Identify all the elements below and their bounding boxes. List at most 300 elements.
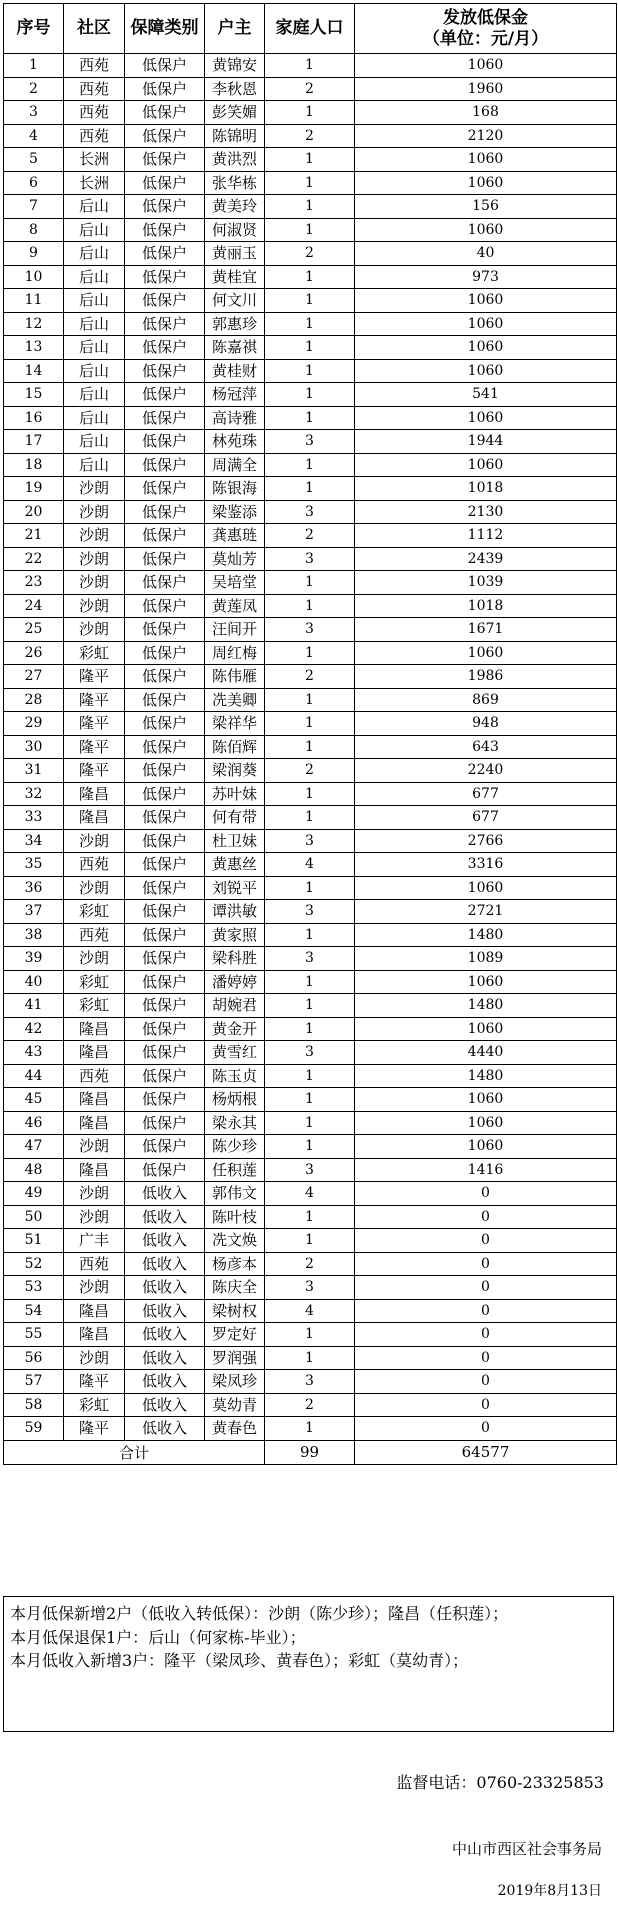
cell-index: 22 — [4, 547, 64, 571]
cell-index: 10 — [4, 265, 64, 289]
cell-community: 后山 — [64, 430, 125, 454]
cell-family-size: 1 — [265, 453, 355, 477]
cell-category: 低保户 — [125, 853, 205, 877]
cell-category: 低保户 — [125, 688, 205, 712]
cell-family-size: 3 — [265, 1276, 355, 1300]
cell-allowance: 1060 — [355, 312, 617, 336]
cell-community: 沙朗 — [64, 1182, 125, 1206]
cell-category: 低保户 — [125, 900, 205, 924]
cell-allowance: 2721 — [355, 900, 617, 924]
cell-allowance: 1060 — [355, 970, 617, 994]
table-row — [4, 359, 617, 383]
cell-householder: 汪间开 — [205, 618, 265, 642]
cell-index: 29 — [4, 712, 64, 736]
cell-allowance: 1960 — [355, 77, 617, 101]
cell-family-size: 2 — [265, 77, 355, 101]
cell-householder: 郭伟文 — [205, 1182, 265, 1206]
cell-community: 西苑 — [64, 923, 125, 947]
cell-allowance: 1039 — [355, 571, 617, 595]
table-row — [4, 618, 617, 642]
cell-allowance: 1060 — [355, 1088, 617, 1112]
cell-index: 16 — [4, 406, 64, 430]
cell-householder: 周红梅 — [205, 641, 265, 665]
cell-community: 隆昌 — [64, 1299, 125, 1323]
supervision-phone: 监督电话：0760-23325853 — [396, 1773, 604, 1792]
cell-community: 隆平 — [64, 759, 125, 783]
cell-community: 彩虹 — [64, 900, 125, 924]
cell-householder: 梁科胜 — [205, 947, 265, 971]
table-row — [4, 242, 617, 266]
table-row — [4, 1135, 617, 1159]
cell-allowance: 1060 — [355, 1135, 617, 1159]
cell-allowance: 2130 — [355, 500, 617, 524]
cell-category: 低保户 — [125, 1135, 205, 1159]
cell-category: 低保户 — [125, 312, 205, 336]
cell-family-size: 3 — [265, 947, 355, 971]
cell-allowance: 1060 — [355, 453, 617, 477]
cell-householder: 黄美玲 — [205, 195, 265, 219]
cell-community: 后山 — [64, 336, 125, 360]
table-row — [4, 430, 617, 454]
cell-family-size: 1 — [265, 148, 355, 172]
issue-date: 2019年8月13日 — [497, 1883, 602, 1899]
cell-family-size: 1 — [265, 359, 355, 383]
cell-householder: 高诗雅 — [205, 406, 265, 430]
cell-community: 隆昌 — [64, 1111, 125, 1135]
cell-householder: 杜卫妹 — [205, 829, 265, 853]
table-row — [4, 1111, 617, 1135]
cell-index: 49 — [4, 1182, 64, 1206]
cell-householder: 李秋恩 — [205, 77, 265, 101]
table-row — [4, 594, 617, 618]
cell-category: 低保户 — [125, 1041, 205, 1065]
cell-householder: 陈嘉祺 — [205, 336, 265, 360]
cell-community: 沙朗 — [64, 500, 125, 524]
cell-householder: 任积莲 — [205, 1158, 265, 1182]
cell-community: 沙朗 — [64, 1205, 125, 1229]
cell-category: 低保户 — [125, 923, 205, 947]
cell-allowance: 1060 — [355, 876, 617, 900]
cell-index: 21 — [4, 524, 64, 548]
cell-family-size: 2 — [265, 759, 355, 783]
cell-category: 低保户 — [125, 242, 205, 266]
cell-family-size: 3 — [265, 1041, 355, 1065]
cell-category: 低保户 — [125, 524, 205, 548]
cell-allowance: 2120 — [355, 124, 617, 148]
cell-community: 沙朗 — [64, 1346, 125, 1370]
table-row — [4, 77, 617, 101]
cell-householder: 梁凤珍 — [205, 1370, 265, 1394]
cell-householder: 梁永其 — [205, 1111, 265, 1135]
cell-category: 低收入 — [125, 1276, 205, 1300]
cell-allowance: 2439 — [355, 547, 617, 571]
cell-category: 低保户 — [125, 1017, 205, 1041]
cell-householder: 杨彦本 — [205, 1252, 265, 1276]
table-row — [4, 547, 617, 571]
table-row — [4, 54, 617, 78]
cell-householder: 陈银海 — [205, 477, 265, 501]
cell-index: 50 — [4, 1205, 64, 1229]
cell-community: 后山 — [64, 406, 125, 430]
cell-family-size: 1 — [265, 1017, 355, 1041]
cell-community: 沙朗 — [64, 477, 125, 501]
table-row — [4, 1417, 617, 1441]
table-row — [4, 1088, 617, 1112]
cell-index: 7 — [4, 195, 64, 219]
cell-community: 隆昌 — [64, 1017, 125, 1041]
cell-index: 3 — [4, 101, 64, 125]
cell-index: 32 — [4, 782, 64, 806]
cell-index: 8 — [4, 218, 64, 242]
cell-allowance: 677 — [355, 782, 617, 806]
table-row — [4, 1229, 617, 1253]
cell-allowance: 869 — [355, 688, 617, 712]
cell-allowance: 1060 — [355, 359, 617, 383]
table-row — [4, 994, 617, 1018]
cell-householder: 冼文焕 — [205, 1229, 265, 1253]
table-row — [4, 712, 617, 736]
header-allowance-line2: （单位：元/月） — [422, 28, 549, 49]
cell-community: 后山 — [64, 265, 125, 289]
cell-category: 低保户 — [125, 54, 205, 78]
cell-community: 隆昌 — [64, 1088, 125, 1112]
table-row — [4, 688, 617, 712]
cell-index: 30 — [4, 735, 64, 759]
cell-householder: 何有带 — [205, 806, 265, 830]
cell-family-size: 1 — [265, 782, 355, 806]
table-row — [4, 970, 617, 994]
cell-community: 隆平 — [64, 688, 125, 712]
table-row — [4, 453, 617, 477]
cell-index: 26 — [4, 641, 64, 665]
cell-index: 45 — [4, 1088, 64, 1112]
table-row — [4, 641, 617, 665]
cell-community: 沙朗 — [64, 618, 125, 642]
cell-category: 低保户 — [125, 336, 205, 360]
cell-family-size: 1 — [265, 54, 355, 78]
cell-community: 后山 — [64, 242, 125, 266]
cell-category: 低保户 — [125, 406, 205, 430]
cell-family-size: 3 — [265, 430, 355, 454]
cell-householder: 黄雪红 — [205, 1041, 265, 1065]
cell-category: 低保户 — [125, 1158, 205, 1182]
cell-family-size: 1 — [265, 406, 355, 430]
cell-index: 28 — [4, 688, 64, 712]
cell-community: 彩虹 — [64, 970, 125, 994]
cell-householder: 陈玉贞 — [205, 1064, 265, 1088]
table-row — [4, 1299, 617, 1323]
cell-family-size: 1 — [265, 1064, 355, 1088]
note-withdrawn: 本月低保退保1户：后山（何家栋-毕业）； — [10, 1627, 306, 1647]
cell-allowance: 1944 — [355, 430, 617, 454]
cell-allowance: 1018 — [355, 477, 617, 501]
cell-family-size: 1 — [265, 1323, 355, 1347]
header-family-size: 家庭人口 — [265, 4, 355, 54]
cell-category: 低保户 — [125, 265, 205, 289]
cell-allowance: 1060 — [355, 171, 617, 195]
cell-community: 隆昌 — [64, 1041, 125, 1065]
cell-community: 沙朗 — [64, 829, 125, 853]
header-community: 社区 — [64, 4, 125, 54]
cell-allowance: 1480 — [355, 923, 617, 947]
cell-allowance: 0 — [355, 1229, 617, 1253]
cell-community: 隆昌 — [64, 1158, 125, 1182]
cell-category: 低收入 — [125, 1252, 205, 1276]
cell-community: 彩虹 — [64, 641, 125, 665]
cell-category: 低保户 — [125, 477, 205, 501]
table-row — [4, 923, 617, 947]
table-row — [4, 312, 617, 336]
cell-allowance: 541 — [355, 383, 617, 407]
cell-category: 低保户 — [125, 641, 205, 665]
cell-family-size: 4 — [265, 1299, 355, 1323]
cell-family-size: 1 — [265, 806, 355, 830]
cell-family-size: 1 — [265, 195, 355, 219]
cell-family-size: 4 — [265, 1182, 355, 1206]
cell-allowance: 4440 — [355, 1041, 617, 1065]
header-allowance — [355, 4, 617, 54]
cell-community: 西苑 — [64, 1252, 125, 1276]
cell-index: 24 — [4, 594, 64, 618]
cell-family-size: 1 — [265, 1205, 355, 1229]
cell-index: 46 — [4, 1111, 64, 1135]
cell-category: 低保户 — [125, 148, 205, 172]
cell-allowance: 0 — [355, 1182, 617, 1206]
cell-family-size: 2 — [265, 1393, 355, 1417]
cell-householder: 龚惠琏 — [205, 524, 265, 548]
cell-family-size: 1 — [265, 1135, 355, 1159]
cell-category: 低保户 — [125, 970, 205, 994]
cell-allowance: 677 — [355, 806, 617, 830]
cell-index: 59 — [4, 1417, 64, 1441]
cell-householder: 梁树权 — [205, 1299, 265, 1323]
cell-family-size: 3 — [265, 829, 355, 853]
cell-community: 西苑 — [64, 77, 125, 101]
cell-family-size: 1 — [265, 712, 355, 736]
cell-category: 低保户 — [125, 101, 205, 125]
cell-index: 4 — [4, 124, 64, 148]
cell-family-size: 2 — [265, 242, 355, 266]
cell-householder: 谭洪敏 — [205, 900, 265, 924]
cell-householder: 黄桂宜 — [205, 265, 265, 289]
table-row — [4, 218, 617, 242]
cell-category: 低保户 — [125, 806, 205, 830]
cell-category: 低保户 — [125, 218, 205, 242]
cell-householder: 杨炳根 — [205, 1088, 265, 1112]
table-row — [4, 1182, 617, 1206]
cell-category: 低收入 — [125, 1323, 205, 1347]
cell-householder: 陈叶枝 — [205, 1205, 265, 1229]
cell-index: 38 — [4, 923, 64, 947]
cell-index: 5 — [4, 148, 64, 172]
cell-community: 隆平 — [64, 712, 125, 736]
cell-community: 长洲 — [64, 171, 125, 195]
cell-category: 低收入 — [125, 1417, 205, 1441]
cell-allowance: 1060 — [355, 54, 617, 78]
cell-householder: 黄春色 — [205, 1417, 265, 1441]
table-row — [4, 500, 617, 524]
cell-community: 沙朗 — [64, 594, 125, 618]
cell-community: 长洲 — [64, 148, 125, 172]
cell-index: 18 — [4, 453, 64, 477]
cell-family-size: 1 — [265, 477, 355, 501]
cell-index: 20 — [4, 500, 64, 524]
cell-index: 58 — [4, 1393, 64, 1417]
table-row — [4, 336, 617, 360]
cell-category: 低保户 — [125, 289, 205, 313]
table-row — [4, 148, 617, 172]
cell-householder: 陈伟雁 — [205, 665, 265, 689]
cell-householder: 张华栋 — [205, 171, 265, 195]
cell-index: 57 — [4, 1370, 64, 1394]
cell-householder: 杨冠萍 — [205, 383, 265, 407]
cell-category: 低保户 — [125, 829, 205, 853]
cell-index: 17 — [4, 430, 64, 454]
table-row — [4, 265, 617, 289]
cell-householder: 何文川 — [205, 289, 265, 313]
cell-community: 沙朗 — [64, 571, 125, 595]
cell-allowance: 0 — [355, 1393, 617, 1417]
cell-family-size: 1 — [265, 571, 355, 595]
cell-householder: 罗定好 — [205, 1323, 265, 1347]
table-row — [4, 524, 617, 548]
cell-family-size: 3 — [265, 1370, 355, 1394]
cell-community: 沙朗 — [64, 547, 125, 571]
cell-category: 低保户 — [125, 77, 205, 101]
cell-category: 低收入 — [125, 1182, 205, 1206]
cell-allowance: 0 — [355, 1299, 617, 1323]
table-row — [4, 876, 617, 900]
cell-category: 低保户 — [125, 124, 205, 148]
cell-allowance: 1018 — [355, 594, 617, 618]
cell-index: 34 — [4, 829, 64, 853]
table-row — [4, 829, 617, 853]
allowance-table — [3, 3, 617, 1465]
table-row — [4, 124, 617, 148]
cell-index: 23 — [4, 571, 64, 595]
cell-index: 31 — [4, 759, 64, 783]
cell-allowance: 1671 — [355, 618, 617, 642]
cell-category: 低保户 — [125, 171, 205, 195]
cell-family-size: 1 — [265, 1111, 355, 1135]
cell-allowance: 0 — [355, 1252, 617, 1276]
cell-householder: 潘婷婷 — [205, 970, 265, 994]
table-row — [4, 1158, 617, 1182]
cell-allowance: 643 — [355, 735, 617, 759]
cell-allowance: 3316 — [355, 853, 617, 877]
cell-family-size: 1 — [265, 688, 355, 712]
cell-category: 低保户 — [125, 359, 205, 383]
cell-allowance: 1060 — [355, 1017, 617, 1041]
cell-allowance: 948 — [355, 712, 617, 736]
cell-community: 后山 — [64, 218, 125, 242]
header-index: 序号 — [4, 4, 64, 54]
cell-index: 47 — [4, 1135, 64, 1159]
cell-community: 沙朗 — [64, 1135, 125, 1159]
table-row — [4, 1064, 617, 1088]
cell-index: 27 — [4, 665, 64, 689]
table-row — [4, 947, 617, 971]
table-row — [4, 171, 617, 195]
cell-community: 西苑 — [64, 853, 125, 877]
cell-community: 隆昌 — [64, 1323, 125, 1347]
cell-category: 低保户 — [125, 759, 205, 783]
cell-category: 低保户 — [125, 1064, 205, 1088]
cell-index: 43 — [4, 1041, 64, 1065]
cell-allowance: 0 — [355, 1370, 617, 1394]
cell-householder: 胡婉君 — [205, 994, 265, 1018]
cell-family-size: 3 — [265, 547, 355, 571]
cell-community: 沙朗 — [64, 947, 125, 971]
table-row — [4, 1276, 617, 1300]
total-row — [4, 1440, 617, 1464]
table-row — [4, 1323, 617, 1347]
cell-householder: 黄洪烈 — [205, 148, 265, 172]
cell-householder: 黄桂财 — [205, 359, 265, 383]
cell-householder: 周满全 — [205, 453, 265, 477]
cell-family-size: 1 — [265, 101, 355, 125]
issuing-organization: 中山市西区社会事务局 — [451, 1840, 602, 1858]
cell-householder: 莫灿芳 — [205, 547, 265, 571]
cell-allowance: 1060 — [355, 1111, 617, 1135]
cell-community: 沙朗 — [64, 524, 125, 548]
cell-index: 42 — [4, 1017, 64, 1041]
cell-householder: 梁润葵 — [205, 759, 265, 783]
cell-index: 54 — [4, 1299, 64, 1323]
cell-category: 低保户 — [125, 665, 205, 689]
cell-allowance: 0 — [355, 1417, 617, 1441]
total-allowance: 64577 — [355, 1440, 617, 1464]
cell-householder: 陈佰辉 — [205, 735, 265, 759]
cell-family-size: 2 — [265, 1252, 355, 1276]
total-label: 合计 — [4, 1440, 265, 1464]
cell-category: 低保户 — [125, 571, 205, 595]
table-row — [4, 477, 617, 501]
cell-index: 56 — [4, 1346, 64, 1370]
cell-householder: 黄锦安 — [205, 54, 265, 78]
cell-family-size: 1 — [265, 218, 355, 242]
cell-householder: 苏叶妹 — [205, 782, 265, 806]
cell-category: 低保户 — [125, 594, 205, 618]
cell-community: 后山 — [64, 312, 125, 336]
cell-householder: 何淑贤 — [205, 218, 265, 242]
cell-family-size: 1 — [265, 1088, 355, 1112]
cell-householder: 郭惠珍 — [205, 312, 265, 336]
cell-family-size: 3 — [265, 500, 355, 524]
cell-category: 低保户 — [125, 383, 205, 407]
cell-householder: 陈少珍 — [205, 1135, 265, 1159]
cell-community: 沙朗 — [64, 876, 125, 900]
table-row — [4, 289, 617, 313]
cell-category: 低收入 — [125, 1393, 205, 1417]
cell-category: 低收入 — [125, 1346, 205, 1370]
cell-index: 1 — [4, 54, 64, 78]
cell-community: 后山 — [64, 453, 125, 477]
cell-family-size: 1 — [265, 265, 355, 289]
cell-index: 35 — [4, 853, 64, 877]
cell-index: 36 — [4, 876, 64, 900]
table-row — [4, 1346, 617, 1370]
cell-community: 广丰 — [64, 1229, 125, 1253]
cell-allowance: 0 — [355, 1205, 617, 1229]
table-row — [4, 1205, 617, 1229]
cell-community: 沙朗 — [64, 1276, 125, 1300]
cell-index: 13 — [4, 336, 64, 360]
cell-category: 低保户 — [125, 430, 205, 454]
table-row — [4, 1370, 617, 1394]
cell-family-size: 1 — [265, 1346, 355, 1370]
cell-index: 51 — [4, 1229, 64, 1253]
